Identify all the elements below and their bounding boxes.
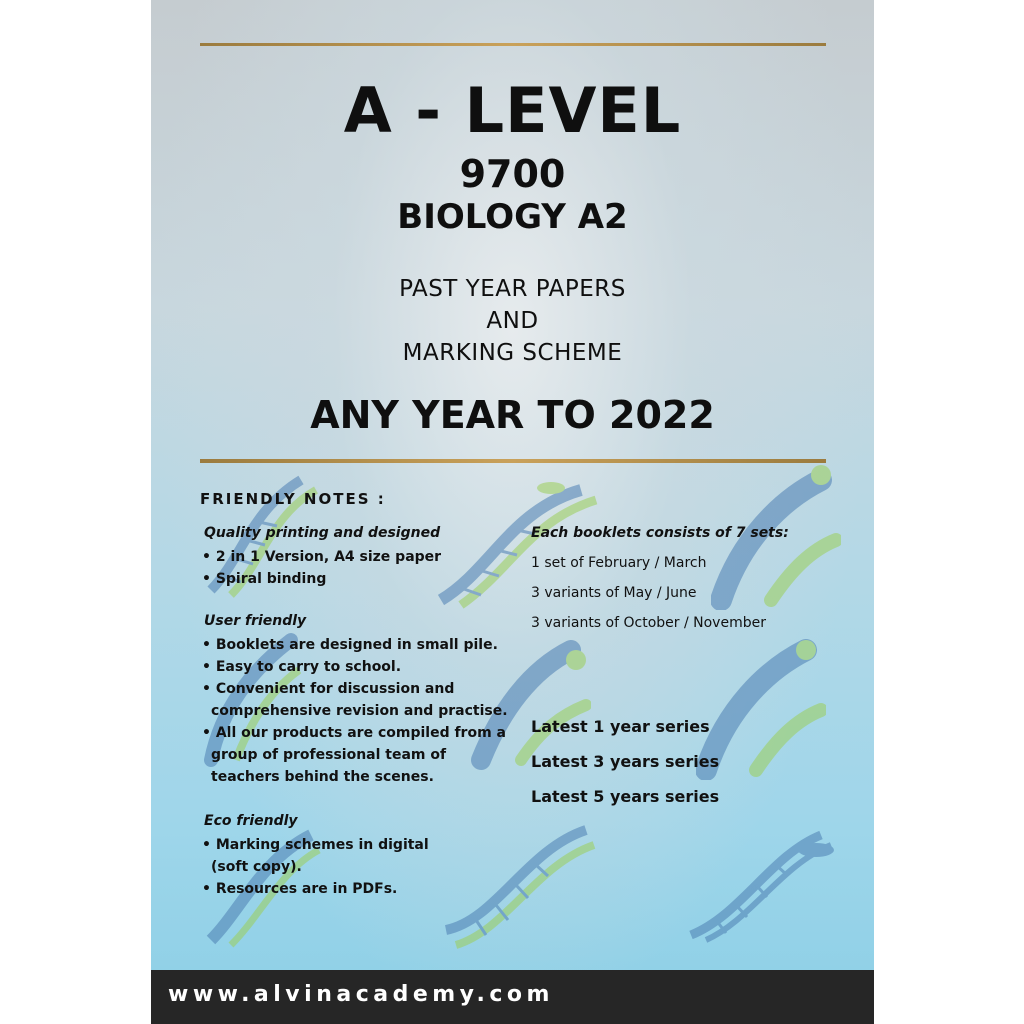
description-line: MARKING SCHEME (402, 340, 623, 366)
notes-left-column (202, 522, 512, 900)
description-line: PAST YEAR PAPERS (399, 276, 626, 302)
dna-icon (681, 815, 841, 945)
list-item: • All our products are compiled from a (202, 725, 506, 741)
poster (151, 0, 874, 1024)
footer-bar (151, 970, 874, 1024)
subject-code: 9700 (459, 152, 566, 196)
list-item: (soft copy). (211, 859, 302, 875)
description (151, 273, 874, 369)
notes-right-column (531, 522, 851, 809)
booklet-heading: Each booklets consists of 7 sets: (531, 525, 789, 541)
list-item: • Spiral binding (202, 571, 327, 587)
series-item: Latest 5 years series (531, 787, 720, 806)
set-item: 3 variants of May / June (531, 585, 697, 601)
list-item: teachers behind the scenes. (211, 769, 434, 785)
eco-friendly-heading: Eco friendly (204, 813, 298, 829)
set-item: 1 set of February / March (531, 555, 707, 571)
list-item: • 2 in 1 Version, A4 size paper (202, 549, 442, 565)
list-item: comprehensive revision and practise. (211, 703, 508, 719)
list-item: • Easy to carry to school. (202, 659, 402, 675)
list-item: • Marking schemes in digital (202, 837, 429, 853)
list-item: • Convenient for discussion and (202, 681, 455, 697)
leaf-icon (798, 843, 834, 857)
list-item: • Resources are in PDFs. (202, 881, 398, 897)
notes-heading: FRIENDLY NOTES : (200, 490, 386, 508)
quality-heading: Quality printing and designed (204, 525, 441, 541)
middle-divider (200, 459, 826, 463)
year-range: ANY YEAR TO 2022 (310, 393, 715, 437)
website-url: www.alvinacademy.com (168, 982, 554, 1007)
subject-name: BIOLOGY A2 (397, 197, 628, 237)
set-item: 3 variants of October / November (531, 615, 766, 631)
series-item: Latest 1 year series (531, 717, 710, 736)
top-divider (200, 43, 826, 46)
series-item: Latest 3 years series (531, 752, 720, 771)
list-item: group of professional team of (211, 747, 447, 763)
list-item: • Booklets are designed in small pile. (202, 637, 498, 653)
description-line: AND (486, 308, 539, 334)
page-title: A - LEVEL (343, 74, 682, 147)
user-friendly-heading: User friendly (204, 613, 307, 629)
